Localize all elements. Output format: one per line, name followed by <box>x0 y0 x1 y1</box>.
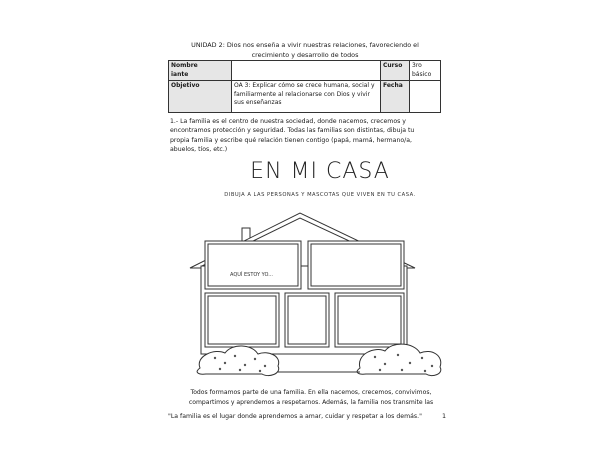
nombre-field[interactable] <box>232 61 381 81</box>
fecha-label: Fecha <box>381 81 410 113</box>
objetivo-value <box>232 81 381 113</box>
question-1 <box>170 117 442 154</box>
student-info-table <box>168 60 441 113</box>
nombre-label-cont: iante <box>171 70 189 78</box>
footer-quote: "La familia es el lugar donde aprendemos a amar, cuidar y respetar a los demás." <box>168 413 422 420</box>
family-paragraph <box>175 388 447 408</box>
house-drawing <box>170 158 460 388</box>
drawing-frame-me[interactable] <box>205 241 301 289</box>
curso-label: Curso <box>381 61 410 81</box>
question-line3: propia familia y escribe qué relación tienen contigo (papá, mamá, hermano/a, <box>170 136 413 144</box>
objetivo-label: Objetivo <box>169 81 232 113</box>
unit-title <box>170 40 440 60</box>
aqui-estoy-yo-label: AQUÍ ESTOY YO... <box>230 272 273 278</box>
nombre-label-cell <box>169 61 232 81</box>
objetivo-line1: OA 3: Explicar cómo se crece humana, social y <box>234 82 375 89</box>
curso-value: 3ro básico <box>410 61 441 81</box>
window-lower-right[interactable] <box>335 293 404 347</box>
objetivo-line3: sus enseñanzas <box>234 99 282 106</box>
question-line1: 1.- La familia es el centro de nuestra sociedad, donde nacemos, crecemos y <box>170 118 406 125</box>
page-number: 1 <box>442 412 447 420</box>
objetivo-line2: familiarmente al relacionarse con Dios y vivir <box>234 90 370 98</box>
window-upper-right[interactable] <box>308 241 404 289</box>
unit-title-line1: UNIDAD 2: Dios nos enseña a vivir nuestras relaciones, favoreciendo el <box>191 41 419 49</box>
question-line2: encontramos protección y seguridad. Todas las familias son distintas, dibuja tu <box>170 127 415 135</box>
fecha-field[interactable] <box>410 81 441 113</box>
question-line4: abuelos, tíos, etc.) <box>170 145 228 153</box>
nombre-label: Nombre <box>171 62 198 69</box>
family-paragraph-line2: compartimos y aprendemos a respetarnos. Además, la familia nos transmite las <box>188 399 434 406</box>
worksheet-subtitle: DIBUJA A LAS PERSONAS Y MASCOTAS QUE VIVEN EN TU CASA. <box>224 192 416 198</box>
family-paragraph-line1: Todos formamos parte de una familia. En ella nacemos, crecemos, convivimos, <box>190 389 432 396</box>
unit-title-line2: crecimiento y desarrollo de todos <box>251 51 359 59</box>
window-lower-left[interactable] <box>205 293 279 347</box>
door[interactable] <box>285 293 329 347</box>
worksheet-title: EN MI CASA <box>250 159 390 184</box>
